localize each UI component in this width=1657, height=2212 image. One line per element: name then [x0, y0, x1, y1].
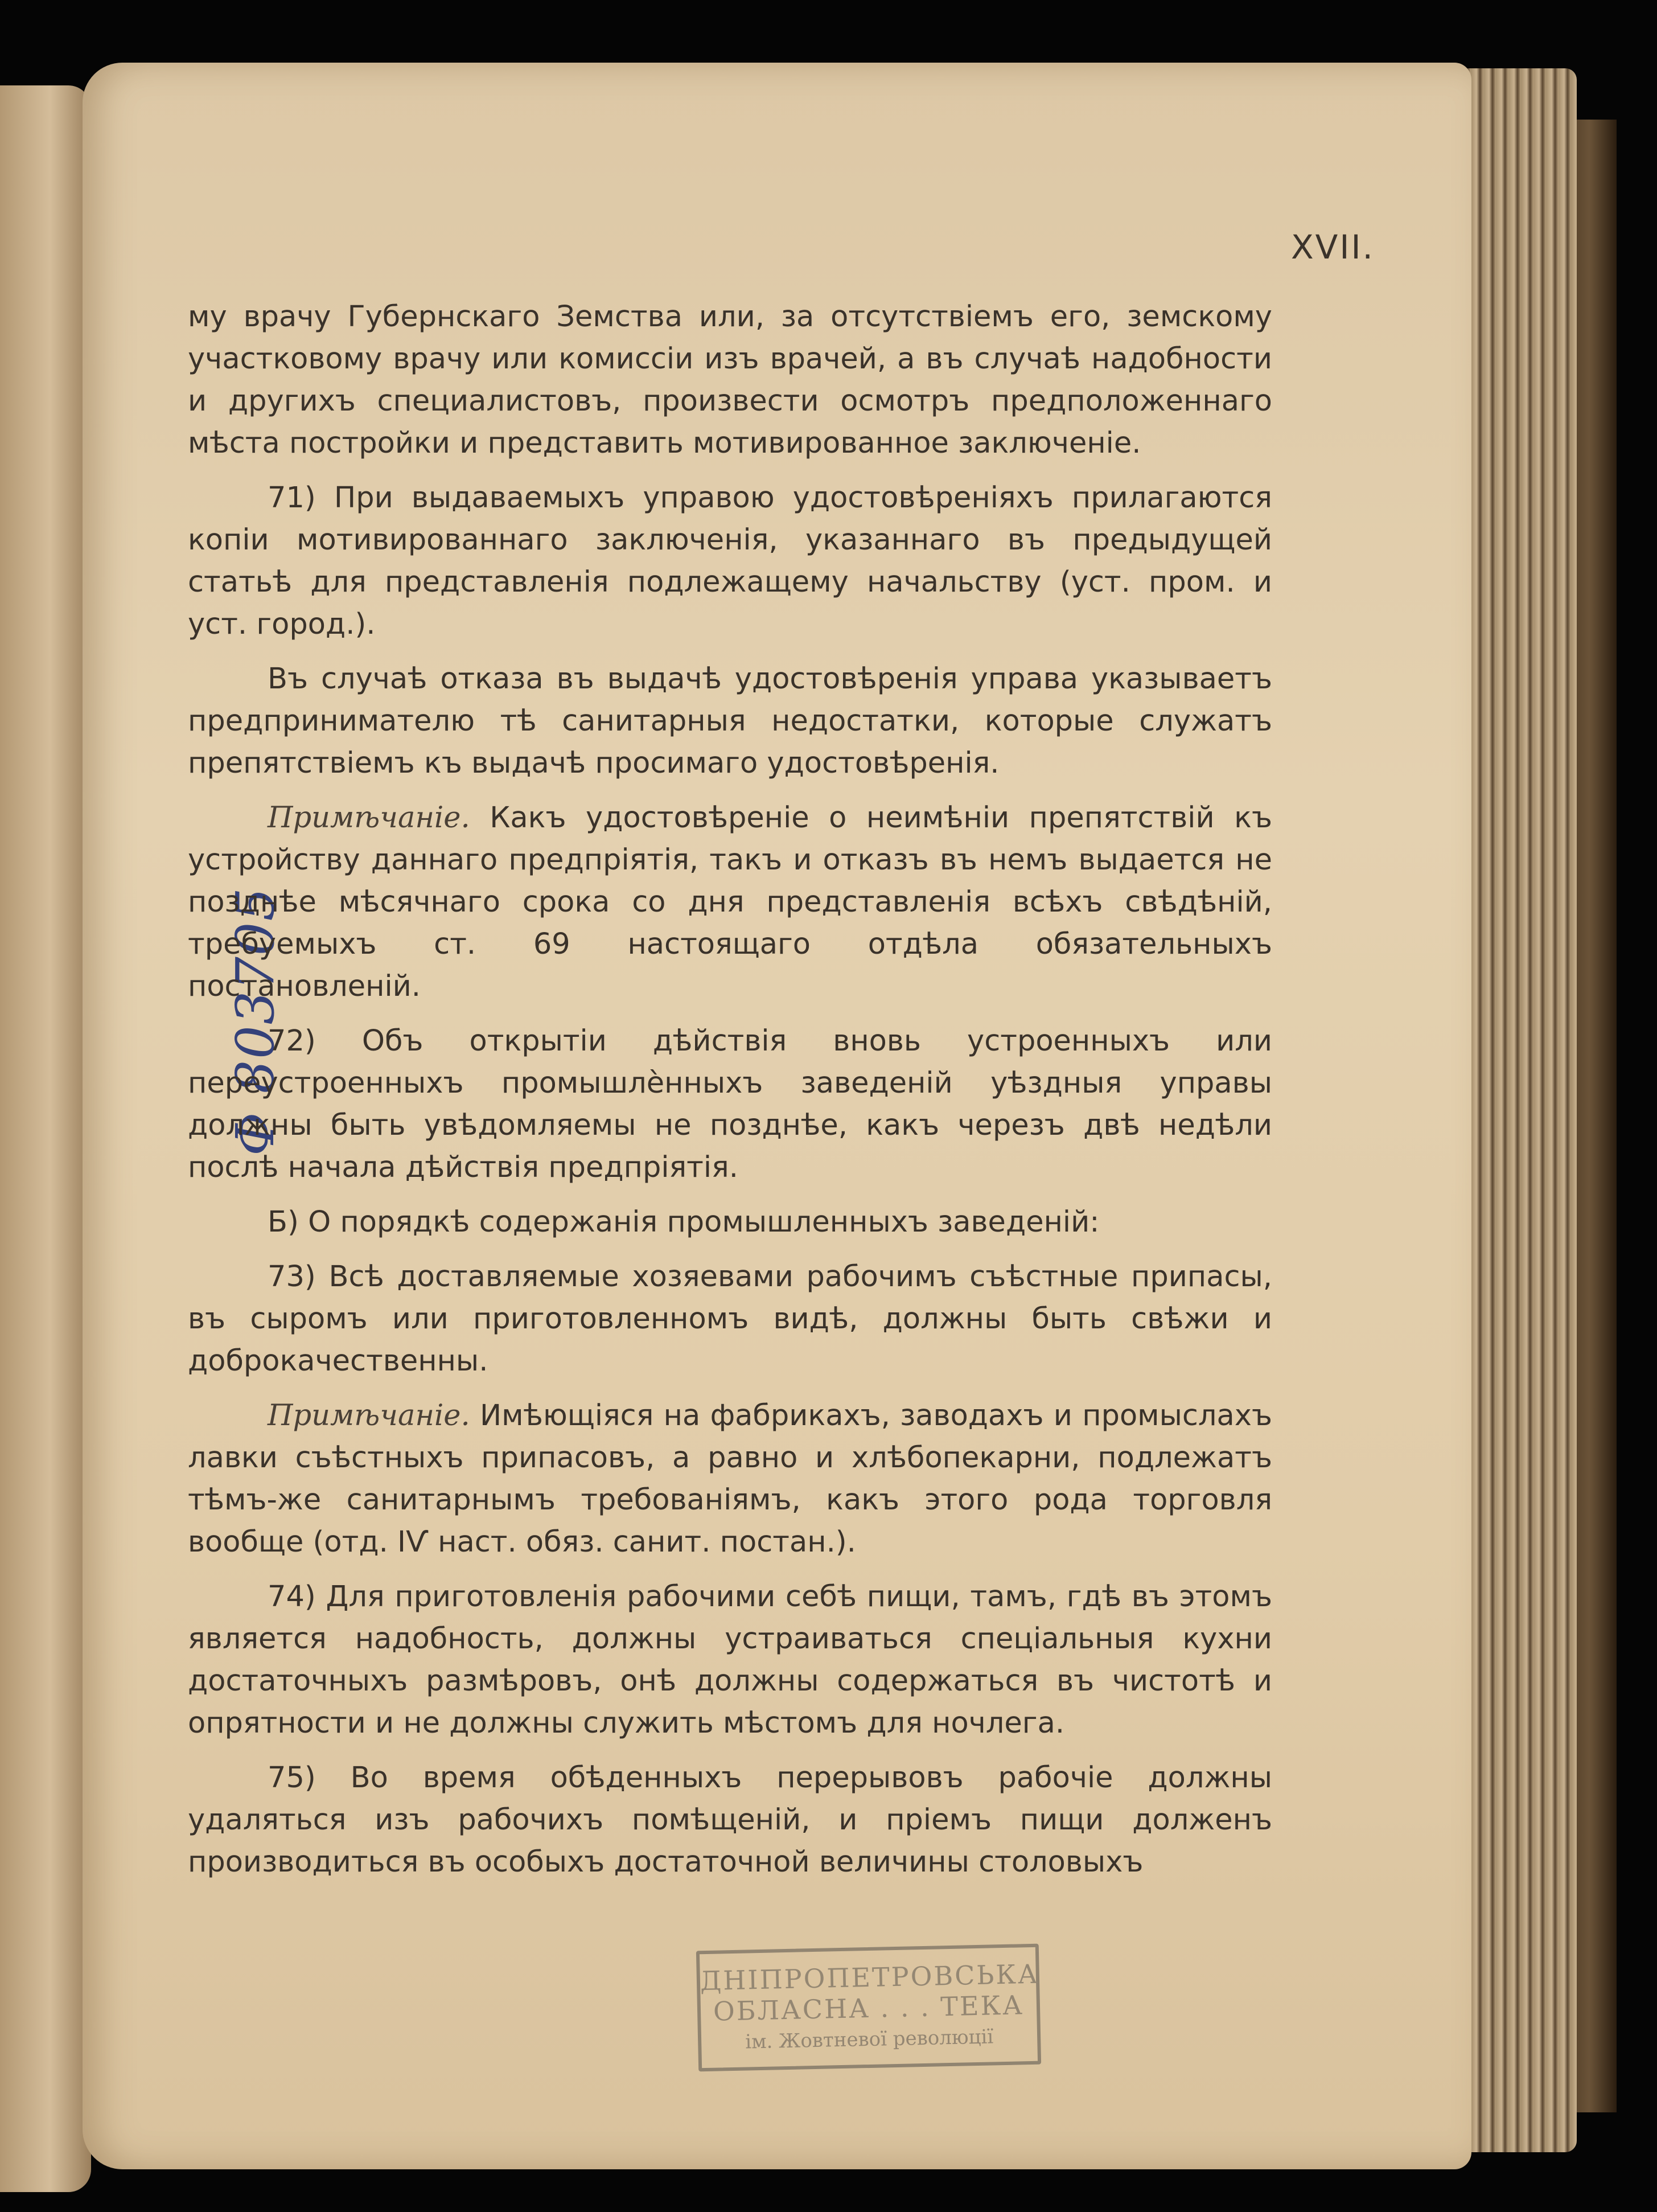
stamp-line-2: ОБЛАСНА . . . ТЕКА: [713, 1989, 1025, 2027]
stamp-line-3: ім. Жовтневої революції: [745, 2025, 994, 2054]
page-text: [188, 296, 1272, 1883]
paragraph-73: 73) Всѣ доставляемые хозяевами рабочимъ съѣстные припасы, въ сыромъ или приготовленномъ видѣ, должны быть свѣжи и доброкачественны.: [188, 1260, 1272, 1378]
note-1: [188, 797, 1272, 1008]
note-1-text: Какъ удостовѣреніе о неимѣніи препятствій къ устройству даннаго предпріятія, такъ и отказъ въ немъ выдается не позднѣе мѣсячнаго срока со дня представленія всѣхъ свѣдѣній, требуемыхъ ст. 69 настоящаго отдѣла обязательныхъ постановленій.: [188, 801, 1272, 1003]
paragraph-continuation: му врачу Губернскаго Земства или, за отсутствіемъ его, земскому участковому врачу или комиссіи изъ врачей, а въ случаѣ надобности и другихъ специалистовъ, произвести осмотръ предположеннаго мѣста постройки и представить мотивированное заключеніе.: [188, 300, 1272, 460]
section-heading-b: Б) О порядкѣ содержанія промышленныхъ заведеній:: [268, 1205, 1100, 1239]
note-2-label: Примѣчаніе.: [268, 1399, 470, 1433]
note-1-label: Примѣчаніе.: [268, 801, 470, 835]
handwritten-inventory-number: Ф 803705: [225, 887, 286, 1156]
note-2: [188, 1395, 1272, 1563]
paragraph-71: 71) При выдаваемыхъ управою удостовѣреніяхъ прилагаются копіи мотивированнаго заключенія, указаннаго въ предыдущей статьѣ для представленія подлежащему начальству (уст. пром. и уст. город.).: [188, 481, 1272, 641]
page-number: XVII.: [1290, 228, 1375, 266]
paragraph-74: 74) Для приготовленія рабочими себѣ пищи, тамъ, гдѣ въ этомъ является надобность, должны устраиваться спеціальныя кухни достаточныхъ размѣровъ, онѣ должны содержаться въ чистотѣ и опрятности и не должны служить мѣстомъ для ночлега.: [188, 1580, 1272, 1740]
library-stamp: [696, 1944, 1041, 2072]
stamp-line-1: ДНІПРОПЕТРОВСЬКА: [700, 1958, 1040, 1997]
paragraph-71-refusal: Въ случаѣ отказа въ выдачѣ удостовѣренія управа указываетъ предпринимателю тѣ санитарныя недостатки, которые служатъ препятствіемъ къ выдачѣ просимаго удостовѣренія.: [188, 662, 1272, 780]
left-page-edge: [0, 85, 91, 2192]
book-page: [83, 63, 1471, 2169]
paragraph-72: 72) Объ открытіи дѣйствія вновь устроенныхъ или переустроенныхъ промышлѐнныхъ заведеній уѣздныя управы должны быть увѣдомляемы не позднѣе, какъ черезъ двѣ недѣли послѣ начала дѣйствія предпріятія.: [188, 1024, 1272, 1184]
paragraph-75: 75) Во время обѣденныхъ перерывовъ рабочіе должны удаляться изъ рабочихъ помѣщеній, и пріемъ пищи долженъ производиться въ особыхъ достаточной величины столовыхъ: [188, 1761, 1272, 1879]
note-2-text: Имѣющіяся на фабрикахъ, заводахъ и промыслахъ лавки съѣстныхъ припасовъ, а равно и хлѣбопекарни, подлежатъ тѣмъ-же санитарнымъ требованіямъ, какъ этого рода торговля вообще (отд. IѴ наст. обяз. санит. постан.).: [188, 1399, 1272, 1559]
